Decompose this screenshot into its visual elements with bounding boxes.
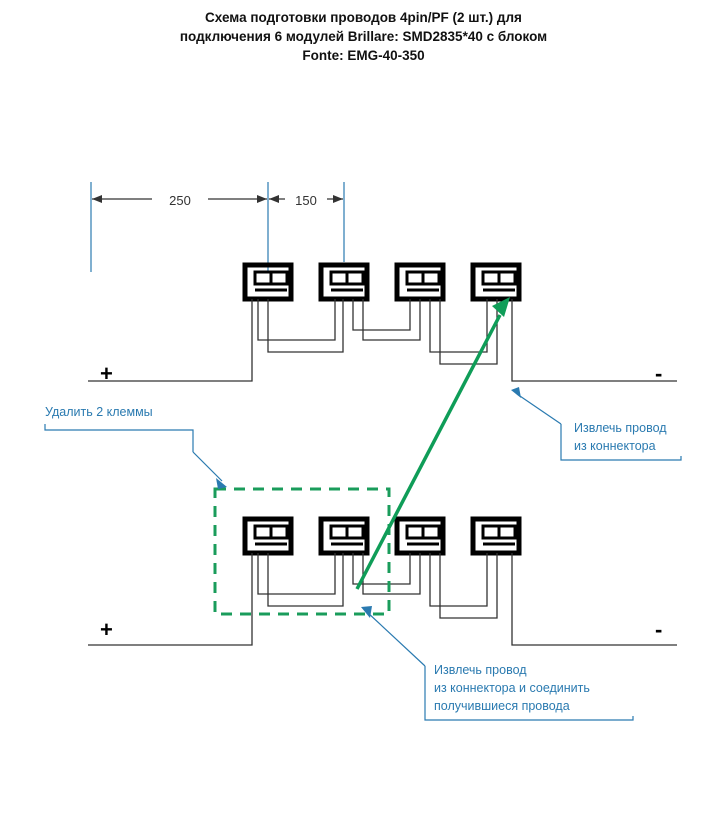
connector-top-3 (397, 265, 443, 299)
page-title-line-3: Fonte: EMG-40-350 (302, 48, 425, 63)
connector-top-4 (473, 265, 519, 299)
top-wires (258, 299, 497, 364)
connector-bottom-1 (245, 519, 291, 553)
dim-arrow-right-1 (257, 195, 267, 203)
page-title-line-1: Схема подготовки проводов 4pin/PF (2 шт.) для (205, 10, 522, 25)
dimension-label-150: 150 (295, 193, 317, 208)
annotation-remove-terminals-text: Удалить 2 клеммы (45, 405, 153, 419)
dim-arrow-left-2 (269, 195, 279, 203)
connector-bottom-4 (473, 519, 519, 553)
annotation-extract-join-line1: Извлечь провод (434, 663, 527, 677)
bottom-bus-lines (88, 553, 677, 645)
dimension-group (91, 182, 344, 272)
top-harness (88, 265, 677, 386)
top-plus-label: + (100, 361, 113, 386)
annotation-extract-wire-line1: Извлечь провод (574, 421, 667, 435)
annotation-remove-terminals (45, 405, 227, 489)
connector-bottom-2 (321, 519, 367, 553)
annotation-extract-join-line2: из коннектора и соединить (434, 681, 590, 695)
bottom-wires (258, 553, 497, 618)
bottom-plus-label: + (100, 617, 113, 642)
connector-bottom-3 (397, 519, 443, 553)
connector-top-2 (321, 265, 367, 299)
annotation-extract-join-line3: получившиеся провода (434, 699, 570, 713)
dim-arrow-left-1 (92, 195, 102, 203)
annotation-extract-wire (511, 387, 681, 460)
annotation-extract-join (361, 606, 633, 720)
top-minus-label: - (655, 361, 663, 386)
annotation-extract-wire-line2: из коннектора (574, 439, 656, 453)
bottom-minus-label: - (655, 617, 663, 642)
dimension-label-250: 250 (169, 193, 191, 208)
page-title-line-2: подключения 6 модулей Brillare: SMD2835*40 с блоком (179, 29, 548, 44)
dim-arrow-right-2 (333, 195, 343, 203)
